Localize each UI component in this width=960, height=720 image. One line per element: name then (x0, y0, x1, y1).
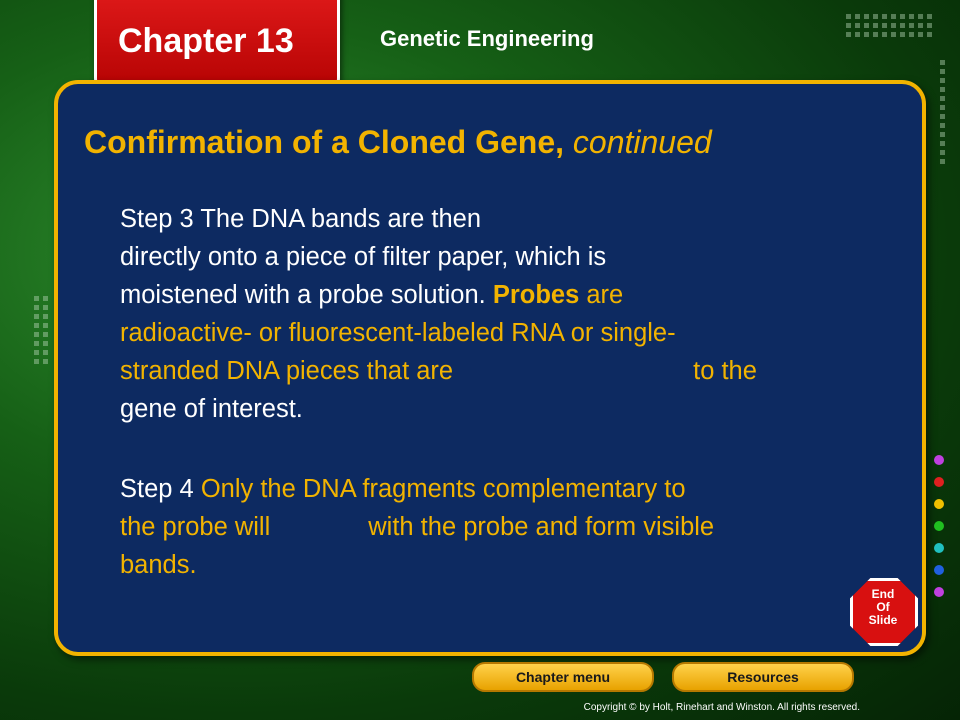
decorative-pattern-right (940, 60, 945, 164)
step3-line4: radioactive- or fluorescent-labeled RNA or single- (120, 319, 676, 347)
step4-paragraph (120, 470, 714, 584)
copyright-text: Copyright © by Holt, Rinehart and Winston. All rights reserved. (583, 702, 860, 713)
step3-line5 (120, 352, 757, 390)
step3-line5b: to the (693, 357, 757, 385)
side-dot (934, 477, 944, 487)
step4-line1 (120, 470, 714, 508)
slide-title-suffix: continued (572, 124, 712, 160)
slide-title-main: Confirmation of a Cloned Gene, (84, 124, 565, 160)
step3-line1: Step 3 The DNA bands are then (120, 205, 482, 233)
side-dot (934, 521, 944, 531)
side-color-dots (934, 455, 944, 609)
end-of-slide-line1: End (871, 587, 895, 601)
probes-term: Probes (492, 281, 580, 309)
resources-button[interactable]: Resources (672, 662, 854, 692)
step4-line3: bands. (120, 551, 197, 579)
step3-line2: directly onto a piece of filter paper, which is (120, 243, 607, 271)
subject-title: Genetic Engineering (380, 26, 594, 51)
side-dot (934, 499, 944, 509)
side-dot (934, 543, 944, 553)
end-of-slide-line2: Of (876, 600, 890, 614)
step3-line5a: stranded DNA pieces that are (120, 357, 454, 385)
step3-line3 (120, 276, 757, 314)
step3-line3c: are (586, 281, 624, 309)
end-of-slide-label[interactable] (852, 588, 914, 627)
side-dot (934, 587, 944, 597)
step3-paragraph (120, 200, 757, 428)
step4-line2b: with the probe and form visible (368, 513, 715, 541)
chapter-label: Chapter 13 (118, 22, 294, 60)
end-of-slide-line3: Slide (868, 613, 898, 627)
chapter-menu-button[interactable]: Chapter menu (472, 662, 654, 692)
side-dot (934, 455, 944, 465)
decorative-pattern-left (34, 296, 48, 364)
step4-line1b: Only the DNA fragments complementary to (200, 475, 686, 503)
step4-line2a: the probe will (120, 513, 271, 541)
side-dot (934, 565, 944, 575)
slide-title (84, 124, 712, 161)
decorative-pattern-top-right (846, 14, 932, 37)
step3-line6: gene of interest. (120, 395, 303, 423)
step3-line3a: moistened with a probe solution. (120, 281, 486, 309)
step4-line1a: Step 4 (120, 475, 194, 503)
step4-line2 (120, 508, 714, 546)
